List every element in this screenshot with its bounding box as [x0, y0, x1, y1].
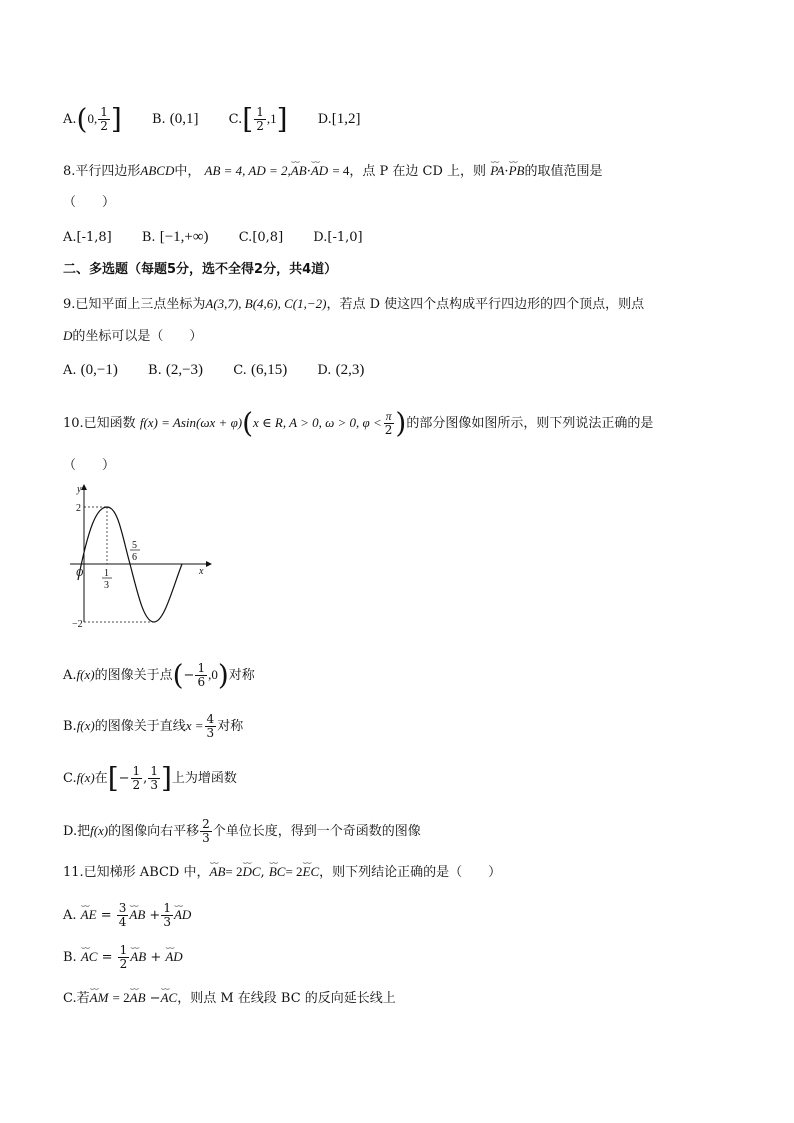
q11-option-a[interactable]: A. ⌣⌣ AE = $\frac{3}{4}$ ⌣⌣ AB + $\frac{1}{3}$ ⌣⌣ AD — [63, 902, 191, 929]
q8-option-b[interactable]: B. [−1,+∞) — [141, 229, 209, 245]
q10-option-d[interactable]: D.把f(x)的图像向右平移 $\frac{2}{3}$ 个单位长度，得到一个奇函数的图像 — [63, 817, 421, 845]
q11-option-b[interactable]: B. ⌣⌣ AC = $\frac{1}{2}$ ⌣⌣ AB + ⌣⌣ AD — [63, 944, 183, 971]
q7-option-d[interactable]: D.[1,2] — [317, 111, 361, 127]
x-axis-label: x — [199, 566, 204, 577]
y-tick-top: 2 — [76, 503, 81, 514]
tick-5-6-den: 6 — [132, 552, 137, 563]
q9-option-a[interactable]: A. (0,−1) — [63, 362, 118, 378]
q9-stem: 9.已知平面上三点坐标为A(3,7), B(4,6), C(1,−2)，若点 D 使这四个点构成平行四边形的四个顶点，则点 — [63, 296, 645, 312]
q10-option-a[interactable]: A.f(x)的图像关于点(− $\frac{1}{6}$ ,0)对称 — [63, 658, 255, 692]
q7-options — [63, 102, 387, 136]
y-axis-arrow — [81, 484, 87, 490]
y-axis-label: y — [77, 484, 82, 495]
q10-sine-graph — [58, 480, 218, 630]
tick-5-6-num: 5 — [132, 540, 137, 551]
q9-option-b[interactable]: B. (2,−3) — [148, 362, 204, 378]
origin-label: O — [76, 568, 84, 579]
q7-option-c[interactable]: C.[ $\frac{1}{2}$ ,1] — [228, 102, 288, 136]
q11-option-c[interactable]: C.若⌣⌣ AM = 2⌣⌣ AB −⌣⌣ AC，则点 M 在线段 BC 的反向延长线上 — [63, 988, 396, 1009]
q8-option-c[interactable]: C.[0,8] — [238, 230, 284, 245]
x-axis-arrow — [206, 561, 212, 567]
q8-option-d[interactable]: D.[-1,0] — [313, 230, 363, 245]
q10-paren: （ ） — [63, 458, 116, 473]
q7-option-a[interactable]: A.(0, $\frac{1}{2}$ ] — [63, 102, 122, 136]
q11-stem: 11.已知梯形 ABCD 中，⌣⌣ AB= 2⌣⌣ DC, ⌣⌣ BC= 2⌣⌣ EC，则下列结论正确的是（ ） — [63, 862, 501, 883]
q10-stem: 10.已知函数 f(x) = Asin(ωx + φ)(x ∈ R, A > 0, ω > 0, φ < $\frac{\pi}{2}$ )的部分图像如图所示，则下列说法正确的是 — [63, 406, 654, 440]
y-tick-bottom: −2 — [72, 619, 83, 630]
q9-options — [63, 360, 390, 381]
q9-option-d[interactable]: D. (2,3) — [317, 362, 365, 378]
q8-stem: 8.平行四边形ABCD中， AB = 4, AD = 2,⌣⌣ AB·⌣⌣ AD = 4，点 P 在边 CD 上，则 ⌣⌣ PA·⌣⌣ PB的取值范围是 — [63, 161, 602, 182]
q10-option-c[interactable]: C.f(x)在[− $\frac{1}{2}$ , $\frac{1}{3}$ ]上为增函数 — [63, 761, 237, 795]
tick-1-3-num: 1 — [104, 568, 109, 579]
tick-1-3-den: 3 — [104, 580, 109, 591]
q7-option-b[interactable]: B. (0,1] — [151, 111, 199, 127]
q8-paren: （ ） — [63, 195, 116, 210]
section-title: 二、多选题（每题5分，选不全得2分，共4道） — [63, 262, 338, 277]
q10-option-b[interactable]: B.f(x)的图像关于直线x = $\frac{4}{3}$ 对称 — [63, 712, 244, 740]
q9-stem-line2: D的坐标可以是（ ） — [63, 328, 203, 344]
q8-option-a[interactable]: A.[-1,8] — [63, 230, 112, 245]
q9-option-c[interactable]: C. (6,15) — [233, 362, 288, 378]
q8-options — [63, 227, 389, 248]
